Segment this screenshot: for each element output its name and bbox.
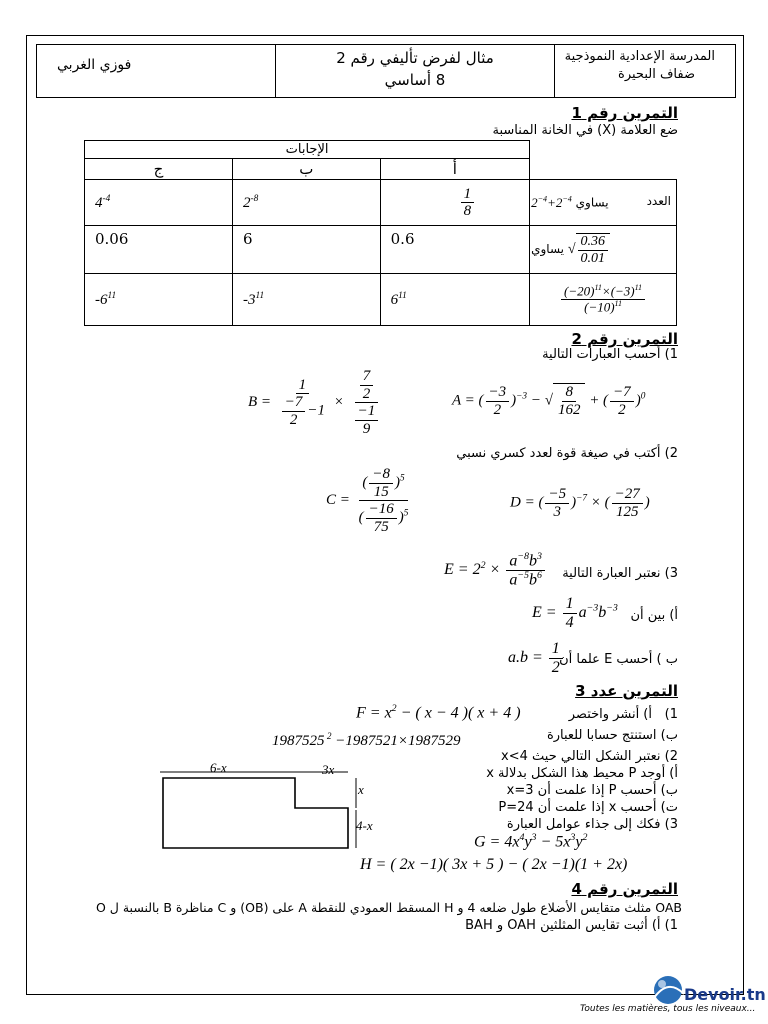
ex3-title: التمرين عدد 3	[575, 682, 678, 700]
teacher-name: فوزي الغربي	[57, 57, 132, 73]
ex3-q2a: أ) أوجد P محيط هذا الشكل بدلالة x	[486, 766, 678, 781]
geometry-figure	[160, 760, 390, 850]
expr-F: $F = x^2$ − ( x − 4 )( x + 4 )	[356, 703, 521, 722]
expr-1987525: 1987525 $^2$ −1987521×1987529	[272, 732, 461, 749]
school-name: المدرسة الإعدادية النموذجية	[564, 49, 715, 64]
expr-H: H = ( 2x −1)( 3x + 5 ) − ( 2x −1)(1 + 2x)	[360, 856, 628, 873]
row3-answer-c[interactable]: $-6^{11}$	[85, 274, 233, 326]
ex3-q2b: ب) أحسب P إذا علمت أن x=3	[506, 783, 678, 798]
row3-answer-a[interactable]: $6^{11}$	[380, 274, 529, 326]
row2-answer-b[interactable]: 6	[233, 226, 381, 274]
exam-title: مثال لفرض تأليفي رقم 2	[336, 49, 494, 67]
ex1-instruction: ضع العلامة (X) في الخانة المناسبة	[492, 123, 678, 138]
row1-answer-c[interactable]: $4^{-4}$	[85, 180, 233, 226]
expr-C: C = ( $\frac{-8}{15}$ )$^5$ ( $\frac{-16}{75}$ )$^5$	[326, 466, 409, 535]
fig-label-6-x: 6-x	[210, 760, 227, 775]
row2-answer-a[interactable]: 0.6	[380, 226, 529, 274]
header-title-cell	[275, 45, 555, 97]
ex1-title: التمرين رقم 1	[571, 104, 678, 122]
expr-ab: a.b = $\frac{1}{2}$	[508, 640, 565, 676]
row1-answer-b[interactable]: $2^{-8}$	[233, 180, 381, 226]
expr-D: D = ( $\frac{-5}{3}$ )$^{-7}$ × ( $\frac{-27}{125}$ )	[510, 486, 650, 520]
row2-question: يساوي √ $\frac{0.36}{0.01}$	[530, 226, 677, 274]
ex3-q1b: ب) استنتج حسابا للعبارة	[546, 728, 678, 743]
ex3-q2c: ت) أحسب x إذا علمت أن P=24	[498, 800, 678, 815]
row1-answer-a[interactable]: $\frac{1}{8}$	[380, 180, 529, 226]
fig-label-x: x	[358, 782, 364, 797]
col-label-a: أ	[380, 159, 529, 180]
col-label-b: ب	[233, 159, 381, 180]
l-shape	[163, 778, 348, 848]
expr-G: $G = 4x^4y^3 - 5x^3y^2$	[474, 832, 588, 851]
school-location: ضفاف البحيرة	[618, 67, 695, 82]
row3-question: $\frac{(-20)^{11}\times(-3)^{11}}{(-10)^{11}}$	[530, 274, 677, 326]
row2-answer-c[interactable]: 0.06	[85, 226, 233, 274]
ex2-q2: 2) أكتب في صيغة قوة لعدد كسري نسبي	[456, 446, 678, 461]
grade-level: 8 أساسي	[384, 71, 446, 89]
expr-A: A = ( $\frac{-3}{2}$ )$^{-3}$ − √ $\frac{8}{162}$ + ( $\frac{-7}{2}$ )$^0$	[452, 384, 646, 418]
ex2-q3: 3) نعتبر العبارة التالية	[562, 566, 678, 581]
ex2-q3a: أ) بين أن	[630, 608, 678, 623]
row1-question: العدد $2^{-4}+2^{-4}$ يساوي	[530, 180, 677, 226]
ex4-statement: OAB مثلث متقايس الأضلاع طول ضلعه 4 و H المسقط العمودي للنقطة A على (OB) و C مناظرة B بالنسبة ل O	[95, 900, 682, 915]
row3-answer-b[interactable]: $-3^{11}$	[233, 274, 381, 326]
qcm-row-2	[85, 226, 677, 274]
ex2-q1: 1) أحسب العبارات التالية	[542, 347, 678, 362]
ex3-q1a: أ) أنشر واختصر	[568, 707, 652, 722]
expr-E: $E = 2^2$ × $\frac{a^{-8}b^3}{a^{-5}b^6}$	[444, 552, 547, 589]
col-label-c: ج	[85, 159, 233, 180]
expr-E-simplified: E = $\frac{1}{4}$ $a^{-3}b^{-3}$	[532, 595, 618, 631]
devoir-logo-text[interactable]: Devoir.tn	[684, 985, 766, 1004]
fig-label-3x: 3x	[322, 762, 335, 777]
header-box	[36, 44, 736, 98]
header-teacher-cell	[37, 45, 276, 97]
ex3-q3: 3) فكك إلى جذاء عوامل العبارة	[506, 817, 678, 832]
ex3-q1-number: 1)	[664, 707, 678, 722]
ex2-q3b: ب ) أحسب E علما أن	[559, 652, 678, 667]
qcm-row-1	[85, 180, 677, 226]
qcm-row-3	[85, 274, 677, 326]
ex4-title: التمرين رقم 4	[571, 880, 678, 898]
ex2-title: التمرين رقم 2	[571, 330, 678, 348]
ex4-q1: 1) أ) أثبت تقايس المثلثين OAH و BAH	[465, 918, 678, 933]
devoir-slogan: Toutes les matières, tous les niveaux...	[580, 1004, 756, 1014]
qcm-table	[84, 140, 677, 326]
expr-B: B = 1 $\frac{-7}{2}$ −1 × $\frac{\frac{7}{2}}{\frac{-1}{9}}$	[248, 368, 385, 437]
ex3-q2: 2) نعتبر الشكل التالي حيث 4>x	[501, 749, 678, 764]
fig-label-4-x: 4-x	[356, 818, 373, 833]
answers-header: الإجابات	[85, 141, 530, 159]
